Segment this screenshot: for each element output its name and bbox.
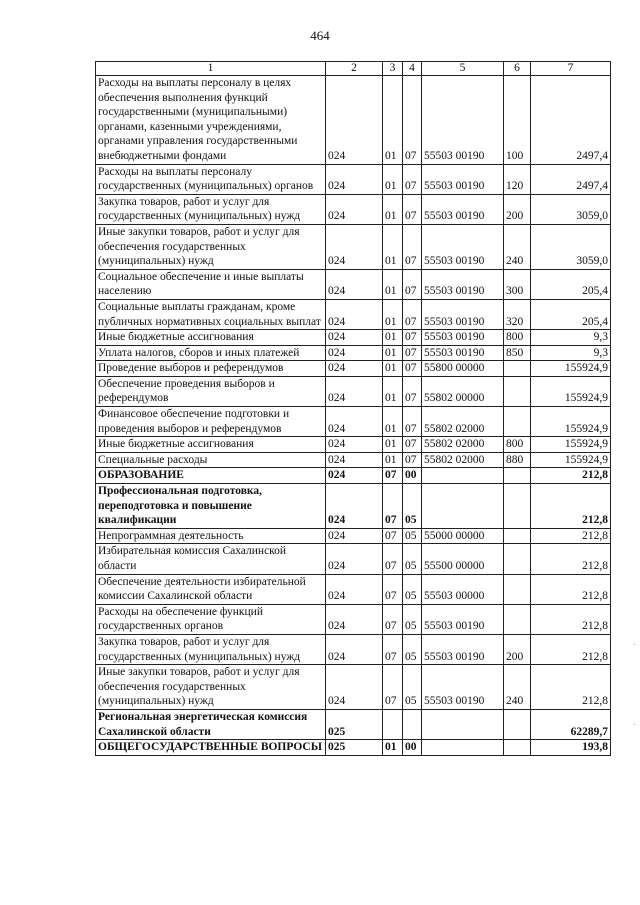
cell-vr: 300 [504,269,531,299]
cell-name: ОБЩЕГОСУДАРСТВЕННЫЕ ВОПРОСЫ [96,740,326,756]
cell-vr: 120 [504,164,531,194]
cell-csr: 55802 02000 [422,437,504,453]
cell-csr: 55503 00190 [422,299,504,329]
cell-pr: 05 [403,634,422,664]
cell-name: Уплата налогов, сборов и иных платежей [96,345,326,361]
cell-csr [422,468,504,484]
cell-pr: 05 [403,604,422,634]
cell-name: Региональная энергетическая комиссия Сахалинской области [96,709,326,739]
cell-name: Профессиональная подготовка, переподготовка и повышение квалификации [96,484,326,529]
cell-ved: 024 [326,376,383,406]
header-col-csr: 5 [422,62,504,76]
cell-csr: 55503 00190 [422,164,504,194]
header-col-pr: 4 [403,62,422,76]
cell-ved: 024 [326,604,383,634]
cell-csr: 55503 00190 [422,269,504,299]
cell-sum: 205,4 [531,269,611,299]
cell-ved: 024 [326,665,383,710]
header-col-name: 1 [96,62,326,76]
table-row [96,224,611,269]
cell-pr: 07 [403,299,422,329]
cell-vr [504,544,531,574]
cell-csr [422,709,504,739]
cell-pr: 07 [403,224,422,269]
cell-pr: 07 [403,361,422,377]
cell-vr: 880 [504,452,531,468]
cell-pr: 07 [403,76,422,165]
cell-ved: 024 [326,634,383,664]
table-row [96,574,611,604]
cell-rz: 01 [383,361,403,377]
cell-vr: 240 [504,224,531,269]
cell-sum: 155924,9 [531,452,611,468]
cell-pr: 07 [403,407,422,437]
cell-pr: 07 [403,376,422,406]
cell-name: Обеспечение деятельности избирательной комиссии Сахалинской области [96,574,326,604]
cell-pr [403,709,422,739]
cell-pr: 07 [403,452,422,468]
cell-vr: 100 [504,76,531,165]
cell-pr: 07 [403,269,422,299]
cell-sum: 62289,7 [531,709,611,739]
cell-vr [504,528,531,544]
cell-rz: 01 [383,76,403,165]
cell-ved: 024 [326,269,383,299]
cell-pr: 07 [403,164,422,194]
header-col-sum: 7 [531,62,611,76]
cell-pr: 07 [403,345,422,361]
cell-sum: 2497,4 [531,164,611,194]
cell-csr: 55503 00190 [422,330,504,346]
cell-pr: 05 [403,528,422,544]
cell-sum: 212,8 [531,574,611,604]
table-row [96,164,611,194]
cell-rz: 01 [383,299,403,329]
cell-name: Иные бюджетные ассигнования [96,330,326,346]
cell-sum: 212,8 [531,544,611,574]
cell-vr: 850 [504,345,531,361]
table-row [96,76,611,165]
cell-ved: 025 [326,709,383,739]
cell-csr: 55503 00190 [422,224,504,269]
cell-csr: 55503 00190 [422,665,504,710]
cell-csr [422,484,504,529]
cell-vr: 800 [504,437,531,453]
cell-ved: 024 [326,194,383,224]
table-row [96,634,611,664]
cell-name: Финансовое обеспечение подготовки и проведения выборов и референдумов [96,407,326,437]
cell-sum: 155924,9 [531,407,611,437]
cell-vr: 320 [504,299,531,329]
cell-ved: 024 [326,224,383,269]
page-number: 464 [310,28,330,43]
cell-vr [504,604,531,634]
cell-pr: 07 [403,437,422,453]
cell-csr: 55500 00000 [422,544,504,574]
cell-pr: 05 [403,484,422,529]
cell-rz: 01 [383,345,403,361]
cell-pr: 05 [403,574,422,604]
cell-name: Расходы на обеспечение функций государственных органов [96,604,326,634]
cell-pr: 07 [403,194,422,224]
cell-csr: 55503 00190 [422,76,504,165]
cell-sum: 155924,9 [531,437,611,453]
cell-rz: 01 [383,407,403,437]
cell-rz: 01 [383,376,403,406]
table-row [96,345,611,361]
table-row [96,194,611,224]
cell-vr [504,709,531,739]
cell-name: Социальное обеспечение и иные выплаты населению [96,269,326,299]
cell-name: Закупка товаров, работ и услуг для государственных (муниципальных) нужд [96,634,326,664]
cell-csr: 55503 00190 [422,345,504,361]
cell-sum: 212,8 [531,634,611,664]
table-row [96,665,611,710]
cell-sum: 3059,0 [531,224,611,269]
cell-rz: 07 [383,574,403,604]
cell-ved: 024 [326,528,383,544]
cell-vr [504,740,531,756]
cell-ved: 024 [326,345,383,361]
cell-ved: 024 [326,452,383,468]
table-row [96,468,611,484]
cell-rz: 01 [383,437,403,453]
cell-rz: 01 [383,330,403,346]
cell-ved: 024 [326,437,383,453]
table-row [96,407,611,437]
cell-rz: 07 [383,528,403,544]
cell-rz: 07 [383,634,403,664]
cell-name: Проведение выборов и референдумов [96,361,326,377]
cell-name: Социальные выплаты гражданам, кроме публичных нормативных социальных выплат [96,299,326,329]
cell-vr [504,574,531,604]
cell-csr: 55503 00190 [422,634,504,664]
cell-ved: 024 [326,330,383,346]
cell-pr: 07 [403,330,422,346]
table-row [96,528,611,544]
cell-ved: 024 [326,76,383,165]
table-row [96,740,611,756]
cell-sum: 155924,9 [531,361,611,377]
cell-name: Расходы на выплаты персоналу в целях обеспечения выполнения функций государственными (муниципальными) органами, казенными учреждениями, органами управления государственными внебюджетными фондами [96,76,326,165]
cell-sum: 212,8 [531,604,611,634]
cell-rz: 07 [383,665,403,710]
cell-csr: 55000 00000 [422,528,504,544]
cell-sum: 9,3 [531,330,611,346]
table-row [96,452,611,468]
cell-ved: 024 [326,484,383,529]
cell-csr: 55503 00190 [422,194,504,224]
table-row [96,544,611,574]
cell-sum: 212,8 [531,484,611,529]
header-col-rz: 3 [383,62,403,76]
table-row [96,709,611,739]
cell-sum: 3059,0 [531,194,611,224]
header-col-vr: 6 [504,62,531,76]
cell-pr: 05 [403,544,422,574]
table-row [96,437,611,453]
cell-name: ОБРАЗОВАНИЕ [96,468,326,484]
cell-sum: 205,4 [531,299,611,329]
cell-csr: 55802 02000 [422,452,504,468]
cell-rz: 07 [383,468,403,484]
cell-csr: 55503 00000 [422,574,504,604]
cell-name: Обеспечение проведения выборов и референдумов [96,376,326,406]
cell-rz: 01 [383,269,403,299]
cell-csr: 55802 02000 [422,407,504,437]
cell-pr: 00 [403,468,422,484]
cell-name: Иные закупки товаров, работ и услуг для обеспечения государственных (муниципальных) нужд [96,224,326,269]
cell-rz: 01 [383,194,403,224]
cell-csr [422,740,504,756]
margin-mark: · [633,640,637,651]
table-row [96,484,611,529]
cell-ved: 024 [326,299,383,329]
cell-rz [383,709,403,739]
cell-rz: 07 [383,544,403,574]
cell-sum: 2497,4 [531,76,611,165]
cell-ved: 024 [326,164,383,194]
cell-ved: 024 [326,361,383,377]
cell-rz: 07 [383,484,403,529]
header-col-ved: 2 [326,62,383,76]
cell-sum: 155924,9 [531,376,611,406]
cell-pr: 05 [403,665,422,710]
table-row [96,376,611,406]
table-row [96,604,611,634]
cell-sum: 212,8 [531,468,611,484]
cell-name: Иные бюджетные ассигнования [96,437,326,453]
cell-csr: 55503 00190 [422,604,504,634]
cell-vr [504,468,531,484]
cell-name: Иные закупки товаров, работ и услуг для обеспечения государственных (муниципальных) нужд [96,665,326,710]
cell-vr: 200 [504,634,531,664]
cell-ved: 024 [326,468,383,484]
table-row [96,269,611,299]
cell-ved: 024 [326,407,383,437]
cell-name: Закупка товаров, работ и услуг для государственных (муниципальных) нужд [96,194,326,224]
cell-vr [504,484,531,529]
cell-rz: 07 [383,604,403,634]
cell-rz: 01 [383,224,403,269]
cell-sum: 9,3 [531,345,611,361]
cell-csr: 55800 00000 [422,361,504,377]
cell-rz: 01 [383,740,403,756]
cell-sum: 212,8 [531,528,611,544]
table-row [96,361,611,377]
cell-sum: 212,8 [531,665,611,710]
cell-ved: 024 [326,574,383,604]
cell-ved: 025 [326,740,383,756]
header-row [96,62,611,76]
cell-name: Специальные расходы [96,452,326,468]
cell-rz: 01 [383,164,403,194]
cell-name: Расходы на выплаты персоналу государственных (муниципальных) органов [96,164,326,194]
table-row [96,330,611,346]
cell-vr [504,361,531,377]
cell-csr: 55802 00000 [422,376,504,406]
cell-ved: 024 [326,544,383,574]
cell-vr: 800 [504,330,531,346]
cell-vr [504,407,531,437]
cell-pr: 00 [403,740,422,756]
cell-sum: 193,8 [531,740,611,756]
cell-name: Избирательная комиссия Сахалинской области [96,544,326,574]
budget-table [95,61,611,756]
margin-mark: · [633,720,637,731]
table-row [96,299,611,329]
cell-vr: 200 [504,194,531,224]
cell-rz: 01 [383,452,403,468]
cell-name: Непрограммная деятельность [96,528,326,544]
cell-vr: 240 [504,665,531,710]
cell-vr [504,376,531,406]
